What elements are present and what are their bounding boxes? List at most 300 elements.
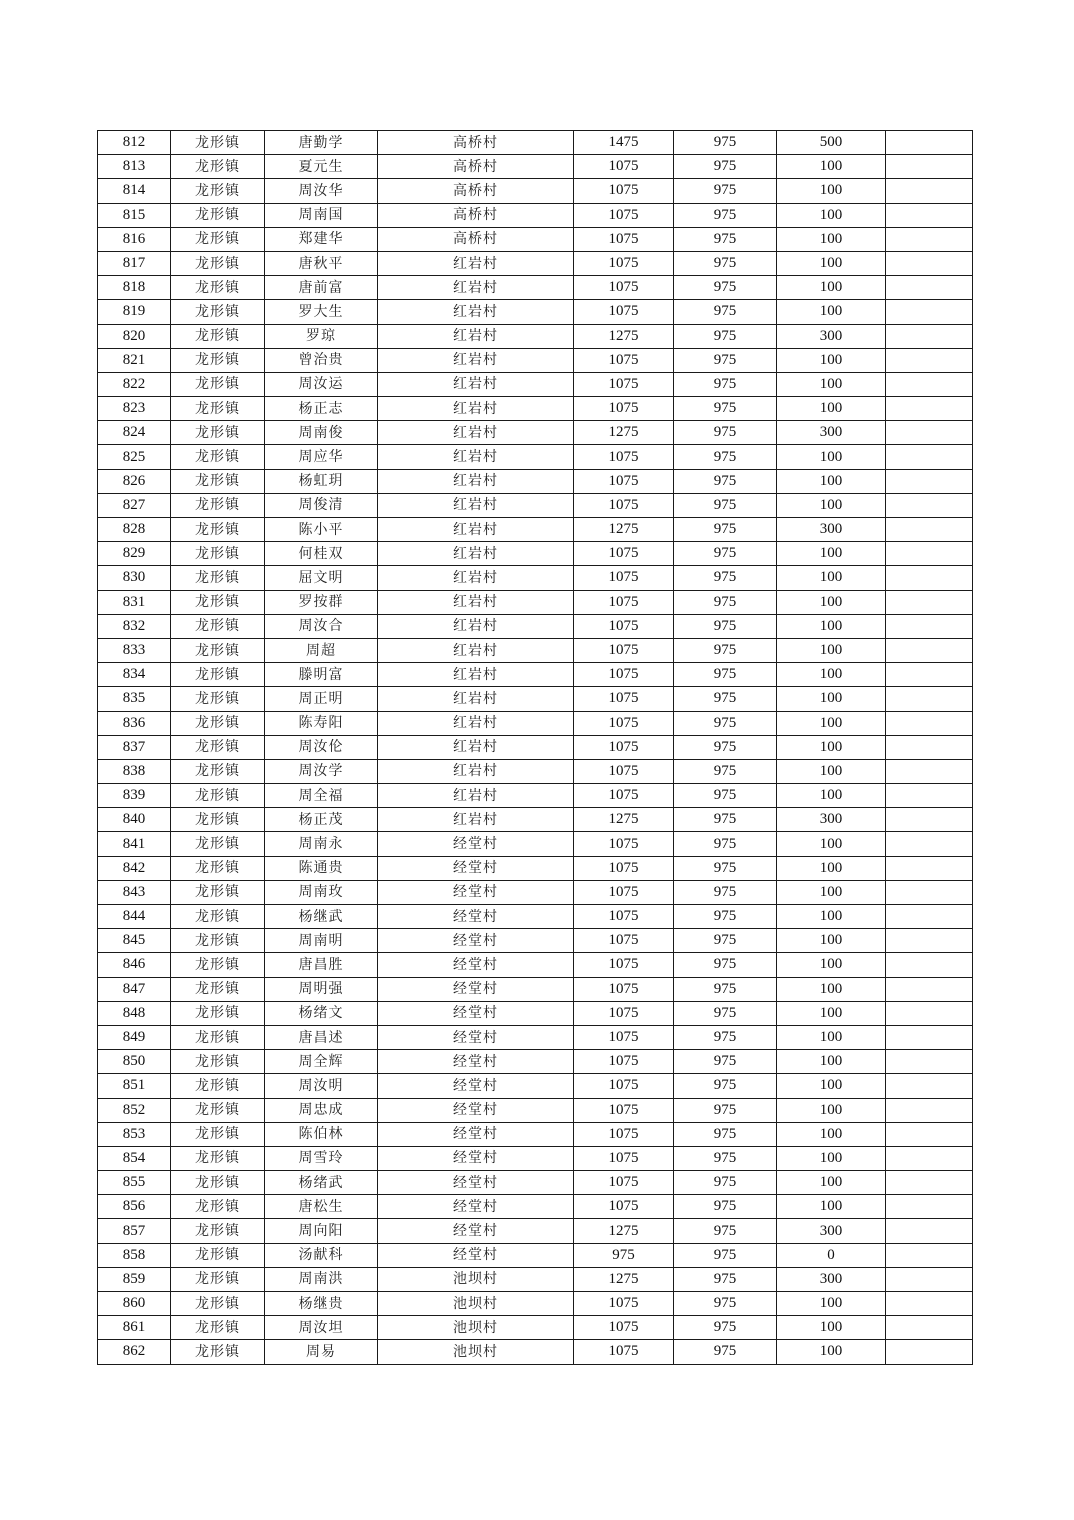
base-amount-cell: 975 [674,203,777,227]
village-cell: 红岩村 [378,469,574,493]
table-row [98,566,973,590]
base-amount-cell: 975 [674,1050,777,1074]
remarks-cell [886,372,973,396]
table-row [98,179,973,203]
base-amount-cell: 975 [674,590,777,614]
person-name-cell: 周应华 [265,445,378,469]
table-row [98,518,973,542]
table-row [98,131,973,155]
person-name-cell: 周超 [265,638,378,662]
town-cell: 龙形镇 [171,614,265,638]
remarks-cell [886,759,973,783]
village-cell: 经堂村 [378,856,574,880]
base-amount-cell: 975 [674,131,777,155]
row-number-cell: 834 [98,663,171,687]
remarks-cell [886,1195,973,1219]
base-amount-cell: 975 [674,1146,777,1170]
town-cell: 龙形镇 [171,276,265,300]
total-amount-cell: 1075 [574,614,674,638]
remarks-cell [886,397,973,421]
village-cell: 经堂村 [378,1074,574,1098]
base-amount-cell: 975 [674,1267,777,1291]
town-cell: 龙形镇 [171,1001,265,1025]
difference-amount-cell: 100 [777,929,886,953]
base-amount-cell: 975 [674,880,777,904]
table-row [98,1340,973,1364]
table-row [98,203,973,227]
row-number-cell: 849 [98,1025,171,1049]
total-amount-cell: 1075 [574,1340,674,1364]
town-cell: 龙形镇 [171,1171,265,1195]
town-cell: 龙形镇 [171,203,265,227]
total-amount-cell: 1075 [574,372,674,396]
difference-amount-cell: 100 [777,1001,886,1025]
person-name-cell: 唐勤学 [265,131,378,155]
remarks-cell [886,179,973,203]
remarks-cell [886,1050,973,1074]
table-row [98,227,973,251]
difference-amount-cell: 100 [777,784,886,808]
village-cell: 经堂村 [378,1025,574,1049]
table-row [98,614,973,638]
town-cell: 龙形镇 [171,929,265,953]
town-cell: 龙形镇 [171,856,265,880]
base-amount-cell: 975 [674,251,777,275]
village-cell: 红岩村 [378,493,574,517]
town-cell: 龙形镇 [171,735,265,759]
total-amount-cell: 1075 [574,735,674,759]
row-number-cell: 855 [98,1171,171,1195]
remarks-cell [886,638,973,662]
base-amount-cell: 975 [674,542,777,566]
total-amount-cell: 1075 [574,977,674,1001]
town-cell: 龙形镇 [171,1267,265,1291]
data-table [97,130,973,1365]
remarks-cell [886,227,973,251]
person-name-cell: 周南洪 [265,1267,378,1291]
difference-amount-cell: 300 [777,1267,886,1291]
table-row [98,1219,973,1243]
base-amount-cell: 975 [674,1171,777,1195]
table-row [98,735,973,759]
table-row [98,711,973,735]
row-number-cell: 853 [98,1122,171,1146]
table-row [98,372,973,396]
person-name-cell: 周正明 [265,687,378,711]
difference-amount-cell: 300 [777,808,886,832]
base-amount-cell: 975 [674,518,777,542]
row-number-cell: 860 [98,1292,171,1316]
table-row [98,300,973,324]
total-amount-cell: 1075 [574,566,674,590]
table-row [98,445,973,469]
difference-amount-cell: 100 [777,372,886,396]
row-number-cell: 839 [98,784,171,808]
difference-amount-cell: 100 [777,300,886,324]
base-amount-cell: 975 [674,856,777,880]
remarks-cell [886,1074,973,1098]
person-name-cell: 杨正茂 [265,808,378,832]
table-row [98,276,973,300]
row-number-cell: 859 [98,1267,171,1291]
base-amount-cell: 975 [674,372,777,396]
remarks-cell [886,808,973,832]
village-cell: 红岩村 [378,518,574,542]
person-name-cell: 周忠成 [265,1098,378,1122]
village-cell: 红岩村 [378,276,574,300]
total-amount-cell: 1075 [574,663,674,687]
person-name-cell: 杨继武 [265,905,378,929]
table-row [98,1001,973,1025]
base-amount-cell: 975 [674,1001,777,1025]
person-name-cell: 周南俊 [265,421,378,445]
village-cell: 经堂村 [378,880,574,904]
village-cell: 经堂村 [378,1195,574,1219]
village-cell: 高桥村 [378,227,574,251]
town-cell: 龙形镇 [171,542,265,566]
difference-amount-cell: 100 [777,566,886,590]
total-amount-cell: 975 [574,1243,674,1267]
difference-amount-cell: 100 [777,832,886,856]
difference-amount-cell: 100 [777,663,886,687]
table-row [98,1267,973,1291]
person-name-cell: 周明强 [265,977,378,1001]
row-number-cell: 821 [98,348,171,372]
difference-amount-cell: 100 [777,880,886,904]
base-amount-cell: 975 [674,1340,777,1364]
town-cell: 龙形镇 [171,324,265,348]
difference-amount-cell: 100 [777,1171,886,1195]
town-cell: 龙形镇 [171,590,265,614]
row-number-cell: 861 [98,1316,171,1340]
base-amount-cell: 975 [674,566,777,590]
table-row [98,397,973,421]
difference-amount-cell: 100 [777,1074,886,1098]
remarks-cell [886,1340,973,1364]
village-cell: 经堂村 [378,977,574,1001]
total-amount-cell: 1075 [574,493,674,517]
remarks-cell [886,1292,973,1316]
village-cell: 高桥村 [378,179,574,203]
village-cell: 红岩村 [378,784,574,808]
total-amount-cell: 1075 [574,638,674,662]
remarks-cell [886,1122,973,1146]
village-cell: 高桥村 [378,155,574,179]
table-row [98,929,973,953]
base-amount-cell: 975 [674,1122,777,1146]
difference-amount-cell: 300 [777,421,886,445]
difference-amount-cell: 0 [777,1243,886,1267]
difference-amount-cell: 100 [777,276,886,300]
person-name-cell: 罗琼 [265,324,378,348]
row-number-cell: 838 [98,759,171,783]
row-number-cell: 816 [98,227,171,251]
difference-amount-cell: 100 [777,711,886,735]
remarks-cell [886,880,973,904]
remarks-cell [886,977,973,1001]
remarks-cell [886,614,973,638]
village-cell: 红岩村 [378,421,574,445]
town-cell: 龙形镇 [171,638,265,662]
base-amount-cell: 975 [674,977,777,1001]
remarks-cell [886,251,973,275]
person-name-cell: 周汝合 [265,614,378,638]
total-amount-cell: 1075 [574,300,674,324]
total-amount-cell: 1075 [574,953,674,977]
difference-amount-cell: 100 [777,759,886,783]
table-row [98,638,973,662]
town-cell: 龙形镇 [171,131,265,155]
remarks-cell [886,566,973,590]
difference-amount-cell: 100 [777,203,886,227]
table-row [98,590,973,614]
table-row [98,1243,973,1267]
base-amount-cell: 975 [674,1025,777,1049]
difference-amount-cell: 100 [777,1025,886,1049]
base-amount-cell: 975 [674,1292,777,1316]
base-amount-cell: 975 [674,493,777,517]
person-name-cell: 滕明富 [265,663,378,687]
town-cell: 龙形镇 [171,179,265,203]
town-cell: 龙形镇 [171,300,265,324]
base-amount-cell: 975 [674,614,777,638]
remarks-cell [886,1025,973,1049]
row-number-cell: 854 [98,1146,171,1170]
difference-amount-cell: 100 [777,905,886,929]
base-amount-cell: 975 [674,445,777,469]
person-name-cell: 罗大生 [265,300,378,324]
table-row [98,784,973,808]
base-amount-cell: 975 [674,1074,777,1098]
base-amount-cell: 975 [674,808,777,832]
village-cell: 红岩村 [378,300,574,324]
person-name-cell: 杨继贵 [265,1292,378,1316]
remarks-cell [886,518,973,542]
village-cell: 经堂村 [378,1243,574,1267]
remarks-cell [886,953,973,977]
table-row [98,808,973,832]
total-amount-cell: 1075 [574,929,674,953]
base-amount-cell: 975 [674,711,777,735]
person-name-cell: 周汝明 [265,1074,378,1098]
total-amount-cell: 1075 [574,1074,674,1098]
difference-amount-cell: 100 [777,155,886,179]
table-row [98,493,973,517]
remarks-cell [886,1243,973,1267]
person-name-cell: 屈文明 [265,566,378,590]
difference-amount-cell: 300 [777,1219,886,1243]
person-name-cell: 唐昌述 [265,1025,378,1049]
village-cell: 红岩村 [378,687,574,711]
remarks-cell [886,348,973,372]
base-amount-cell: 975 [674,1316,777,1340]
village-cell: 红岩村 [378,663,574,687]
village-cell: 经堂村 [378,1171,574,1195]
base-amount-cell: 975 [674,348,777,372]
remarks-cell [886,1146,973,1170]
town-cell: 龙形镇 [171,953,265,977]
village-cell: 红岩村 [378,372,574,396]
row-number-cell: 851 [98,1074,171,1098]
person-name-cell: 陈伯林 [265,1122,378,1146]
total-amount-cell: 1075 [574,542,674,566]
row-number-cell: 843 [98,880,171,904]
town-cell: 龙形镇 [171,1219,265,1243]
row-number-cell: 822 [98,372,171,396]
village-cell: 经堂村 [378,1219,574,1243]
row-number-cell: 827 [98,493,171,517]
base-amount-cell: 975 [674,155,777,179]
table-row [98,687,973,711]
row-number-cell: 837 [98,735,171,759]
village-cell: 经堂村 [378,1050,574,1074]
total-amount-cell: 1075 [574,276,674,300]
village-cell: 经堂村 [378,929,574,953]
person-name-cell: 杨绪武 [265,1171,378,1195]
difference-amount-cell: 100 [777,445,886,469]
table-row [98,832,973,856]
base-amount-cell: 975 [674,784,777,808]
total-amount-cell: 1075 [574,856,674,880]
remarks-cell [886,735,973,759]
total-amount-cell: 1075 [574,711,674,735]
person-name-cell: 唐前富 [265,276,378,300]
row-number-cell: 836 [98,711,171,735]
town-cell: 龙形镇 [171,880,265,904]
village-cell: 经堂村 [378,905,574,929]
town-cell: 龙形镇 [171,421,265,445]
person-name-cell: 周汝坦 [265,1316,378,1340]
row-number-cell: 840 [98,808,171,832]
total-amount-cell: 1075 [574,445,674,469]
table-row [98,1316,973,1340]
base-amount-cell: 975 [674,421,777,445]
person-name-cell: 周汝华 [265,179,378,203]
remarks-cell [886,421,973,445]
remarks-cell [886,687,973,711]
person-name-cell: 周南玫 [265,880,378,904]
remarks-cell [886,155,973,179]
row-number-cell: 825 [98,445,171,469]
person-name-cell: 陈小平 [265,518,378,542]
village-cell: 红岩村 [378,324,574,348]
village-cell: 红岩村 [378,542,574,566]
difference-amount-cell: 100 [777,856,886,880]
remarks-cell [886,324,973,348]
total-amount-cell: 1075 [574,1098,674,1122]
village-cell: 经堂村 [378,1001,574,1025]
village-cell: 红岩村 [378,614,574,638]
total-amount-cell: 1275 [574,518,674,542]
table-row [98,759,973,783]
village-cell: 红岩村 [378,566,574,590]
town-cell: 龙形镇 [171,566,265,590]
total-amount-cell: 1075 [574,1195,674,1219]
person-name-cell: 唐昌胜 [265,953,378,977]
difference-amount-cell: 100 [777,687,886,711]
difference-amount-cell: 100 [777,977,886,1001]
total-amount-cell: 1275 [574,1219,674,1243]
base-amount-cell: 975 [674,905,777,929]
base-amount-cell: 975 [674,179,777,203]
total-amount-cell: 1075 [574,1292,674,1316]
table-row [98,1025,973,1049]
remarks-cell [886,832,973,856]
row-number-cell: 818 [98,276,171,300]
base-amount-cell: 975 [674,1219,777,1243]
table-row [98,469,973,493]
total-amount-cell: 1275 [574,421,674,445]
row-number-cell: 857 [98,1219,171,1243]
person-name-cell: 汤献科 [265,1243,378,1267]
total-amount-cell: 1075 [574,1171,674,1195]
total-amount-cell: 1075 [574,880,674,904]
row-number-cell: 842 [98,856,171,880]
difference-amount-cell: 100 [777,638,886,662]
difference-amount-cell: 100 [777,493,886,517]
village-cell: 经堂村 [378,832,574,856]
row-number-cell: 826 [98,469,171,493]
table-row [98,856,973,880]
village-cell: 高桥村 [378,203,574,227]
difference-amount-cell: 500 [777,131,886,155]
town-cell: 龙形镇 [171,518,265,542]
remarks-cell [886,590,973,614]
total-amount-cell: 1275 [574,808,674,832]
base-amount-cell: 975 [674,227,777,251]
row-number-cell: 813 [98,155,171,179]
table-row [98,348,973,372]
town-cell: 龙形镇 [171,251,265,275]
village-cell: 红岩村 [378,638,574,662]
table-row [98,977,973,1001]
remarks-cell [886,469,973,493]
base-amount-cell: 975 [674,324,777,348]
village-cell: 红岩村 [378,348,574,372]
person-name-cell: 何桂双 [265,542,378,566]
total-amount-cell: 1075 [574,469,674,493]
difference-amount-cell: 100 [777,1098,886,1122]
remarks-cell [886,929,973,953]
town-cell: 龙形镇 [171,1050,265,1074]
row-number-cell: 850 [98,1050,171,1074]
difference-amount-cell: 100 [777,348,886,372]
difference-amount-cell: 100 [777,1292,886,1316]
total-amount-cell: 1075 [574,1001,674,1025]
base-amount-cell: 975 [674,735,777,759]
village-cell: 经堂村 [378,1122,574,1146]
person-name-cell: 周全福 [265,784,378,808]
total-amount-cell: 1075 [574,590,674,614]
base-amount-cell: 975 [674,397,777,421]
remarks-cell [886,493,973,517]
town-cell: 龙形镇 [171,493,265,517]
base-amount-cell: 975 [674,687,777,711]
total-amount-cell: 1075 [574,155,674,179]
town-cell: 龙形镇 [171,905,265,929]
village-cell: 高桥村 [378,131,574,155]
town-cell: 龙形镇 [171,1098,265,1122]
village-cell: 红岩村 [378,711,574,735]
village-cell: 经堂村 [378,1098,574,1122]
total-amount-cell: 1075 [574,1050,674,1074]
town-cell: 龙形镇 [171,759,265,783]
person-name-cell: 周南明 [265,929,378,953]
person-name-cell: 唐松生 [265,1195,378,1219]
difference-amount-cell: 100 [777,469,886,493]
remarks-cell [886,276,973,300]
person-name-cell: 陈通贵 [265,856,378,880]
